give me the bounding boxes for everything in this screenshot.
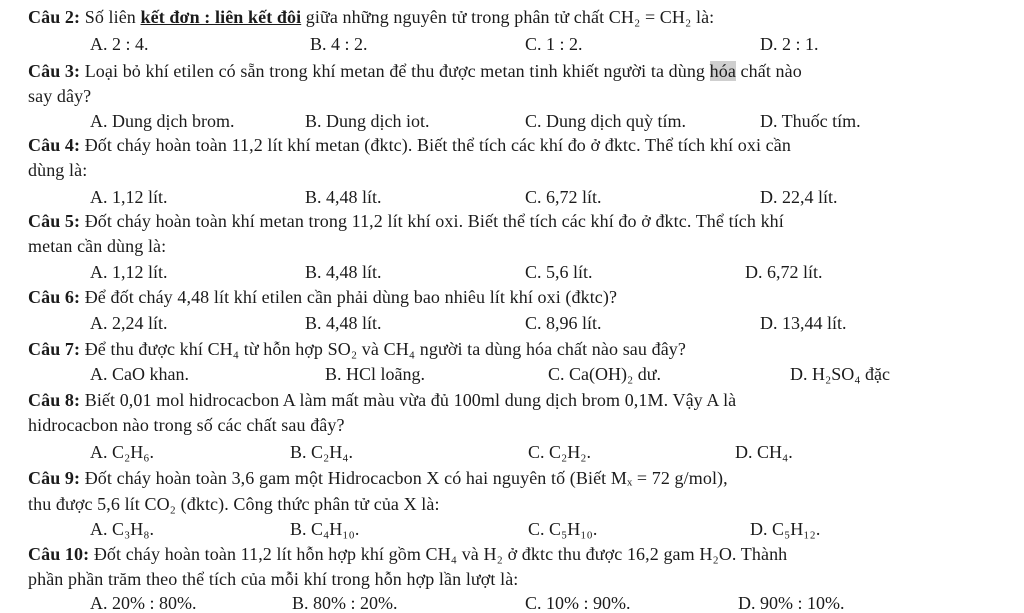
question-9-option-a: A. C₃H₈.: [90, 519, 155, 539]
question-3-option-b: B. Dung dịch iot.: [305, 111, 430, 131]
question-8-option-d: D. CH₄.: [735, 442, 793, 462]
question-9-option-c: C. C₅H₁₀.: [528, 519, 598, 539]
question-8-title: Câu 8:: [28, 390, 81, 410]
question-4-stem-line-2: dùng là:: [28, 160, 88, 180]
question-7-option-a: A. CaO khan.: [90, 364, 189, 384]
question-4-option-a: A. 1,12 lít.: [90, 187, 168, 207]
question-3-option-c: C. Dung dịch quỳ tím.: [525, 111, 686, 131]
question-10-stem-line-2: phần phần trăm theo thể tích của mỗi khí trong hỗn hợp lần lượt là:: [28, 569, 519, 589]
question-4-text: Đốt cháy hoàn toàn 11,2 lít khí metan (đktc). Biết thể tích các khí đo ở đktc. Thể tích khí oxi cần: [80, 135, 791, 155]
question-8-stem-line-2: hidrocacbon nào trong số các chất sau đây?: [28, 415, 345, 435]
question-2-text-post: giữa những nguyên tử trong phân tử chất CH₂ = CH₂ là:: [301, 7, 715, 27]
question-6-option-c: C. 8,96 lít.: [525, 313, 602, 333]
question-8-option-c: C. C₂H₂.: [528, 442, 592, 462]
question-10-title: Câu 10:: [28, 544, 90, 564]
question-8-option-b: B. C₂H₄.: [290, 442, 354, 462]
question-10-option-d: D. 90% : 10%.: [738, 593, 845, 613]
question-2-option-c: C. 1 : 2.: [525, 34, 583, 54]
question-2-underlined-phrase: kết đơn : liên kết đôi: [140, 7, 302, 27]
question-6-option-b: B. 4,48 lít.: [305, 313, 382, 333]
question-6-title: Câu 6:: [28, 287, 81, 307]
question-4-stem: [28, 134, 984, 156]
question-5-option-c: C. 5,6 lít.: [525, 262, 593, 282]
question-9-stem: [28, 467, 984, 489]
question-2-text-pre: Số liên: [80, 7, 141, 27]
question-6-text: Để đốt cháy 4,48 lít khí etilen cần phải dùng bao nhiêu lít khí oxi (đktc)?: [80, 287, 618, 307]
question-6-option-d: D. 13,44 lít.: [760, 313, 847, 333]
question-9-title: Câu 9:: [28, 468, 81, 488]
question-2-title: Câu 2:: [28, 7, 81, 27]
question-8-option-a: A. C₂H₆.: [90, 442, 155, 462]
question-10-option-c: C. 10% : 90%.: [525, 593, 631, 613]
question-3-stem: [28, 60, 984, 82]
question-7-title: Câu 7:: [28, 339, 81, 359]
question-4-title: Câu 4:: [28, 135, 81, 155]
question-7-option-b: B. HCl loãng.: [325, 364, 426, 384]
question-4-option-b: B. 4,48 lít.: [305, 187, 382, 207]
question-3-text-pre: Loại bỏ khí etilen có sẵn trong khí metan để thu được metan tinh khiết người ta dùng: [80, 61, 710, 81]
question-8-stem: [28, 389, 984, 411]
question-10-stem: [28, 543, 984, 565]
question-2-option-b: B. 4 : 2.: [310, 34, 368, 54]
question-10-text: Đốt cháy hoàn toàn 11,2 lít hỗn hợp khí gồm CH₄ và H₂ ở đktc thu được 16,2 gam H₂O. Thành: [89, 544, 788, 564]
question-4-option-c: C. 6,72 lít.: [525, 187, 602, 207]
question-3-title: Câu 3:: [28, 61, 81, 81]
question-9-stem-line-2: thu được 5,6 lít CO₂ (đktc). Công thức phân tử của X là:: [28, 494, 440, 514]
question-5-title: Câu 5:: [28, 211, 81, 231]
question-9-option-b: B. C₄H₁₀.: [290, 519, 360, 539]
question-3-option-d: D. Thuốc tím.: [760, 111, 861, 131]
question-9-text: Đốt cháy hoàn toàn 3,6 gam một Hidrocacbon X có hai nguyên tố (Biết Mₓ = 72 g/mol),: [80, 468, 728, 488]
question-7-stem: [28, 338, 984, 360]
question-3-text-post: chất nào: [735, 61, 802, 81]
question-10-option-b: B. 80% : 20%.: [292, 593, 398, 613]
question-3-stem-line-2: say dây?: [28, 86, 92, 106]
question-5-stem: [28, 210, 984, 232]
question-5-stem-line-2: metan cần dùng là:: [28, 236, 167, 256]
question-2-option-a: A. 2 : 4.: [90, 34, 149, 54]
question-7-text: Để thu được khí CH₄ từ hỗn hợp SO₂ và CH₄ người ta dùng hóa chất nào sau đây?: [80, 339, 686, 359]
question-10-option-a: A. 20% : 80%.: [90, 593, 197, 613]
question-7-option-d: D. H₂SO₄ đặc: [790, 364, 891, 384]
question-3-highlighted-word: hóa: [709, 61, 736, 81]
question-5-text: Đốt cháy hoàn toàn khí metan trong 11,2 lít khí oxi. Biết thể tích các khí đo ở đktc. Thể tích khí: [80, 211, 784, 231]
question-5-option-a: A. 1,12 lít.: [90, 262, 168, 282]
question-8-text: Biết 0,01 mol hidrocacbon A làm mất màu vừa đủ 100ml dung dịch brom 0,1M. Vậy A là: [80, 390, 737, 410]
question-6-stem: [28, 286, 984, 308]
question-7-option-c: C. Ca(OH)₂ dư.: [548, 364, 662, 384]
question-9-option-d: D. C₅H₁₂.: [750, 519, 821, 539]
question-5-option-d: D. 6,72 lít.: [745, 262, 823, 282]
question-3-option-a: A. Dung dịch brom.: [90, 111, 235, 131]
question-2-stem: [28, 6, 984, 28]
question-4-option-d: D. 22,4 lít.: [760, 187, 838, 207]
question-6-option-a: A. 2,24 lít.: [90, 313, 168, 333]
question-5-option-b: B. 4,48 lít.: [305, 262, 382, 282]
question-2-option-d: D. 2 : 1.: [760, 34, 819, 54]
